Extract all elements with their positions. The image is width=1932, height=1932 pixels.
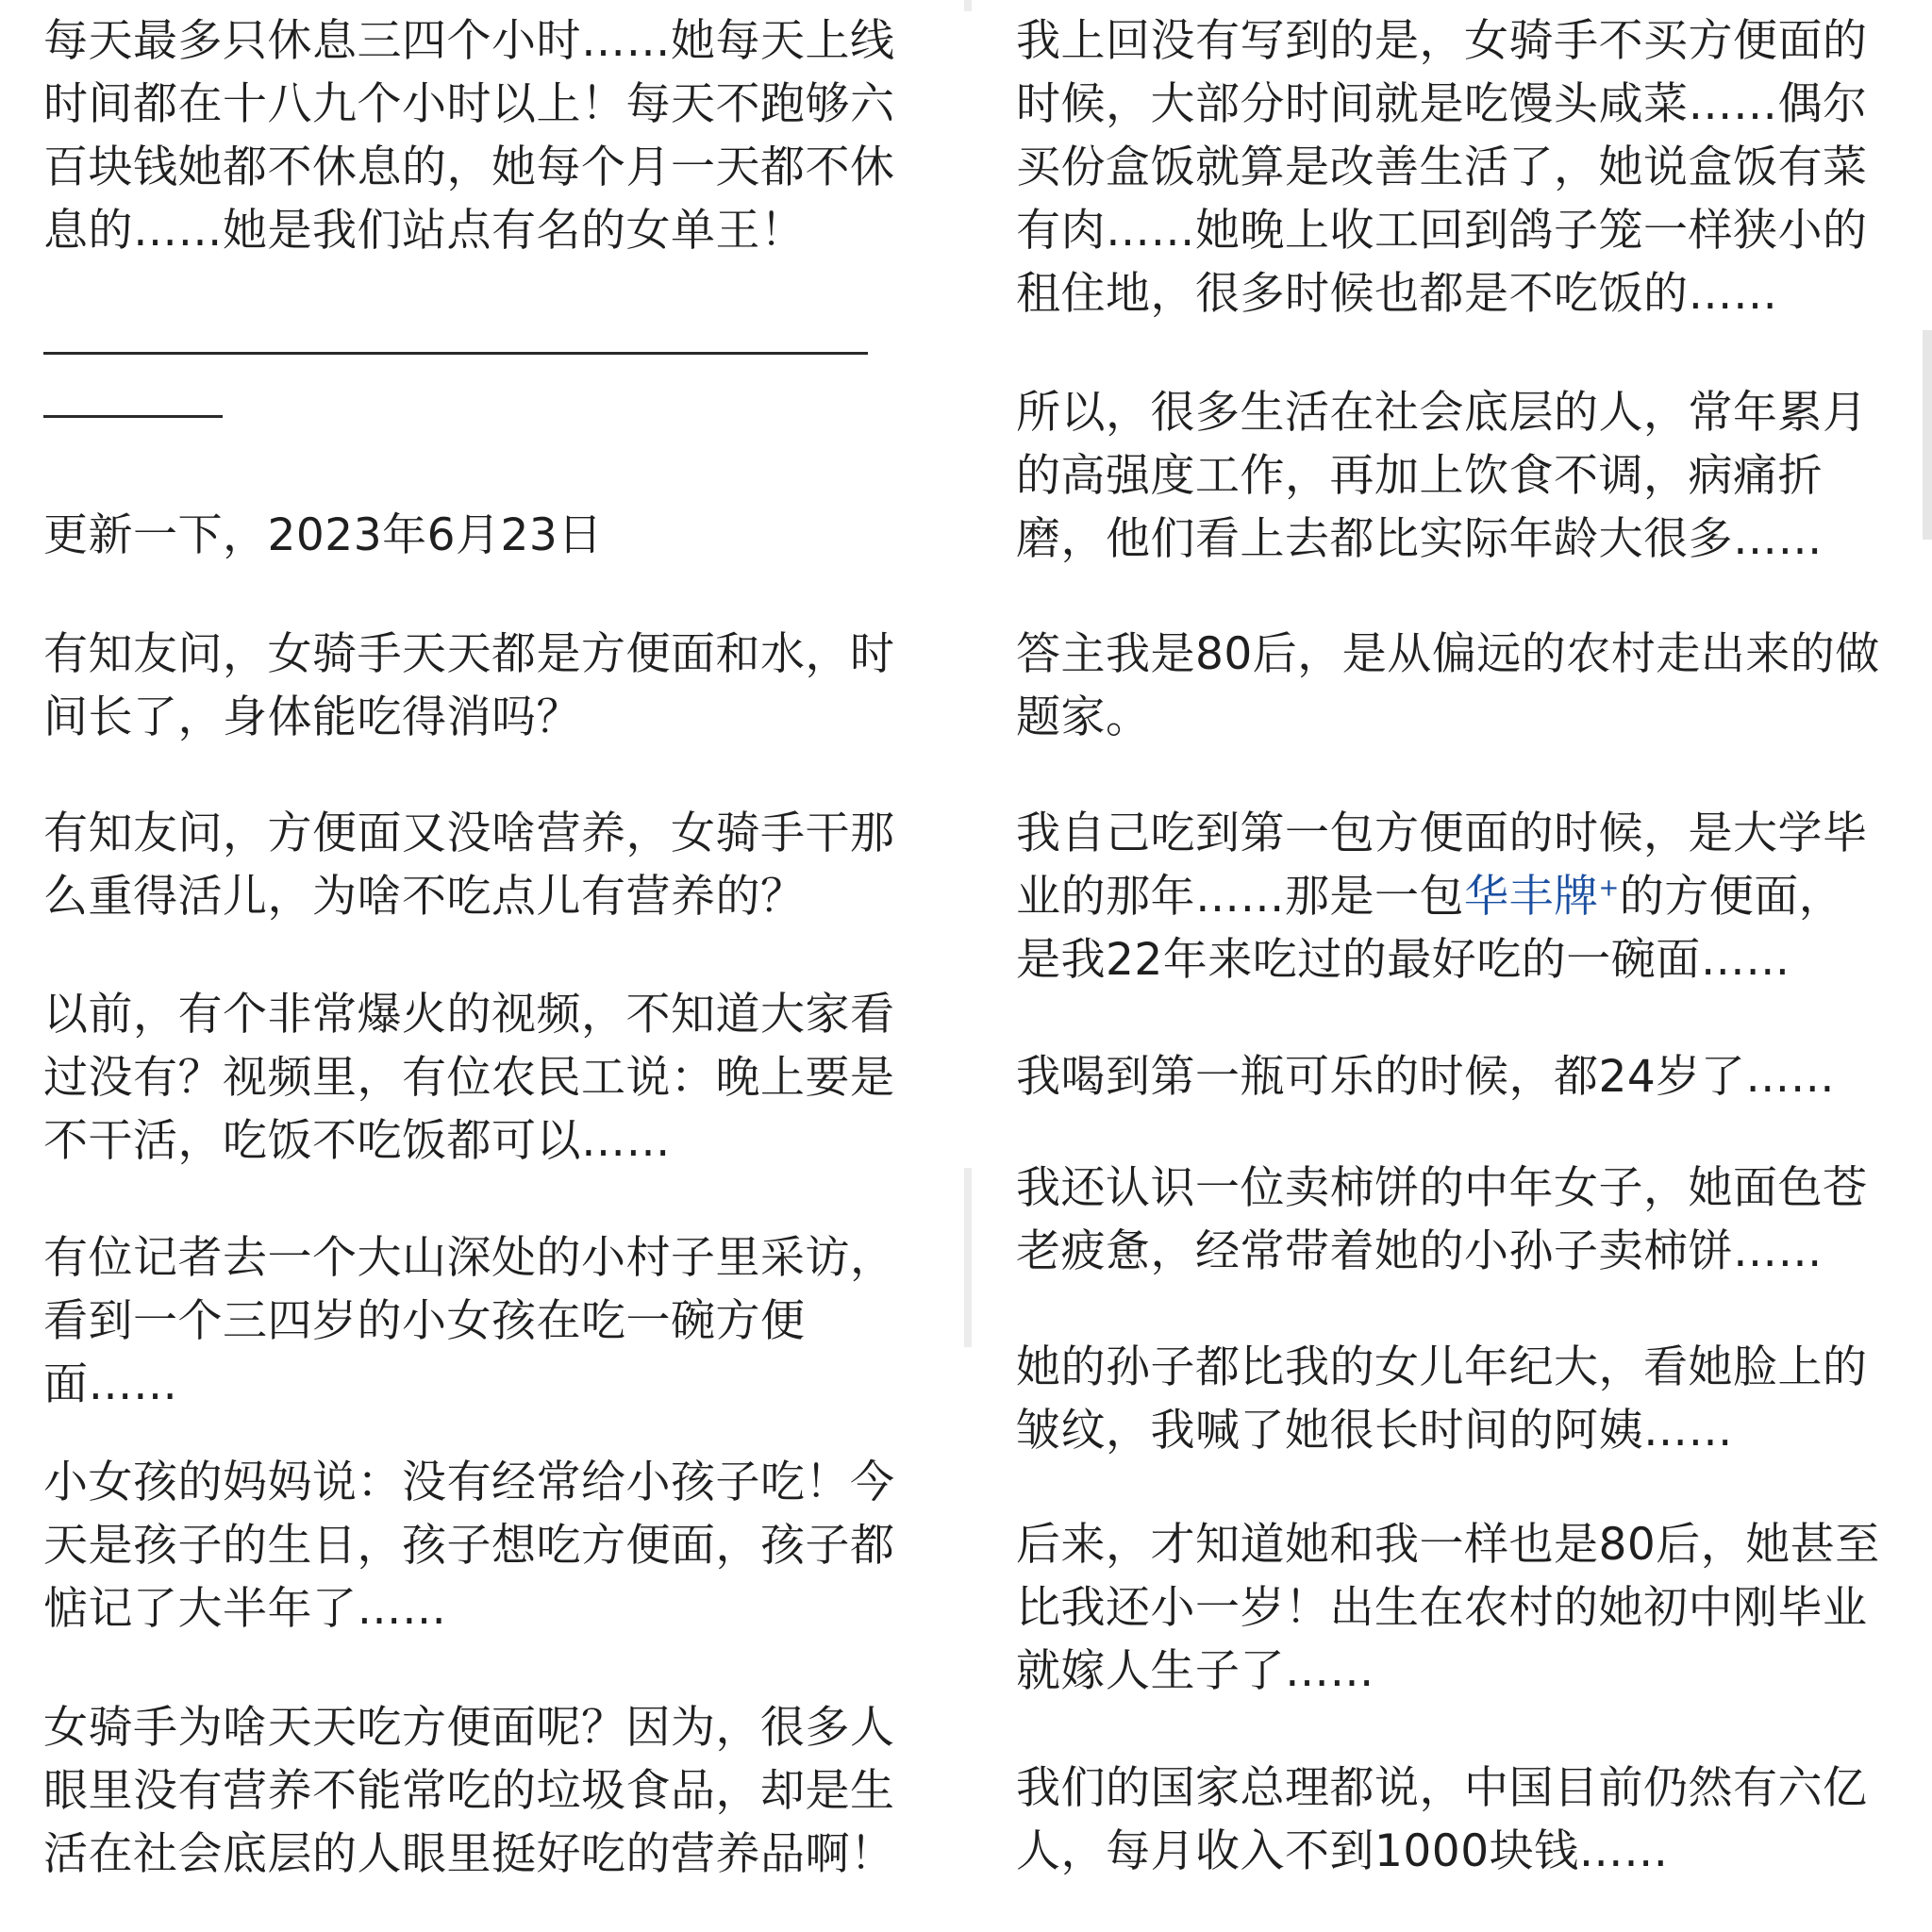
right-column	[972, 0, 1915, 1932]
left-paragraph-2: 有知友问，女骑手天天都是方便面和水，时 间长了，身体能吃得消吗？	[43, 628, 895, 743]
huafeng-brand-link[interactable]	[1464, 871, 1620, 923]
left-column	[0, 0, 943, 1932]
right-paragraph-8: 后来，才知道她和我一样也是80后，她甚至 比我还小一岁！出生在农村的她初中刚毕业 就嫁人生子了……	[1016, 1519, 1880, 1697]
left-paragraph-3: 有知友问，方便面又没啥营养，女骑手干那 么重得活儿，为啥不吃点儿有营养的？	[43, 808, 895, 923]
right-paragraph-1: 我上回没有写到的是，女骑手不买方便面的 时候，大部分时间就是吃馒头咸菜……偶尔 买份盒饭就算是改善生活了，她说盒饭有菜 有肉……她晚上收工回到鸽子笼一样狭小的 租住地，很多时候也都是不吃饭的……	[1016, 15, 1868, 320]
right-paragraph-4-text-a: 我自己吃到第一包方便面的时候，是大学毕 业的那年……那是一包	[1016, 808, 1868, 923]
separator-dash-row-1	[43, 352, 868, 355]
link-plus-icon: +	[1598, 874, 1620, 903]
left-paragraph-4: 以前，有个非常爆火的视频，不知道大家看 过没有？视频里，有位农民工说：晚上要是 不干活，吃饭不吃饭都可以……	[43, 989, 895, 1167]
column-divider-top	[964, 0, 972, 11]
right-paragraph-5: 我喝到第一瓶可乐的时候，都24岁了……	[1016, 1051, 1836, 1103]
update-date-line: 更新一下，2023年6月23日	[43, 509, 603, 561]
left-paragraph-7: 女骑手为啥天天吃方便面呢？因为，很多人 眼里没有营养不能常吃的垃圾食品，却是生 活在社会底层的人眼里挺好吃的营养品啊！	[43, 1702, 895, 1880]
right-paragraph-3: 答主我是80后，是从偏远的农村走出来的做 题家。	[1016, 628, 1880, 743]
left-paragraph-1: 每天最多只休息三四个小时……她每天上线 时间都在十八九个小时以上！每天不跑够六 百块钱她都不休息的，她每个月一天都不休 息的……她是我们站点有名的女单王！	[43, 15, 895, 257]
right-paragraph-6: 我还认识一位卖柿饼的中年女子，她面色苍 老疲惫，经常带着她的小孙子卖柿饼……	[1016, 1162, 1868, 1277]
right-paragraph-4-text-b: 的方便面， 是我22年来吃过的最好吃的一碗面……	[1016, 871, 1844, 986]
right-paragraph-7: 她的孙子都比我的女儿年纪大，看她脸上的 皱纹，我喊了她很长时间的阿姨……	[1016, 1341, 1868, 1457]
separator-dash-row-2	[43, 415, 223, 418]
left-paragraph-5: 有位记者去一个大山深处的小村子里采访， 看到一个三四岁的小女孩在吃一碗方便 面……	[43, 1232, 895, 1410]
right-paragraph-2: 所以，很多生活在社会底层的人，常年累月 的高强度工作，再加上饮食不调，病痛折 磨，他们看上去都比实际年龄大很多……	[1016, 387, 1868, 565]
left-paragraph-6: 小女孩的妈妈说：没有经常给小孩子吃！今 天是孩子的生日，孩子想吃方便面，孩子都 惦记了大半年了……	[43, 1457, 895, 1635]
right-paragraph-4	[1016, 802, 1903, 991]
right-paragraph-9: 我们的国家总理都说，中国目前仍然有六亿 人，每月收入不到1000块钱……	[1016, 1762, 1868, 1877]
column-divider-middle	[964, 1168, 972, 1347]
scrollbar-edge	[1923, 330, 1932, 540]
huafeng-brand-link-text[interactable]: 华丰牌	[1464, 871, 1599, 923]
